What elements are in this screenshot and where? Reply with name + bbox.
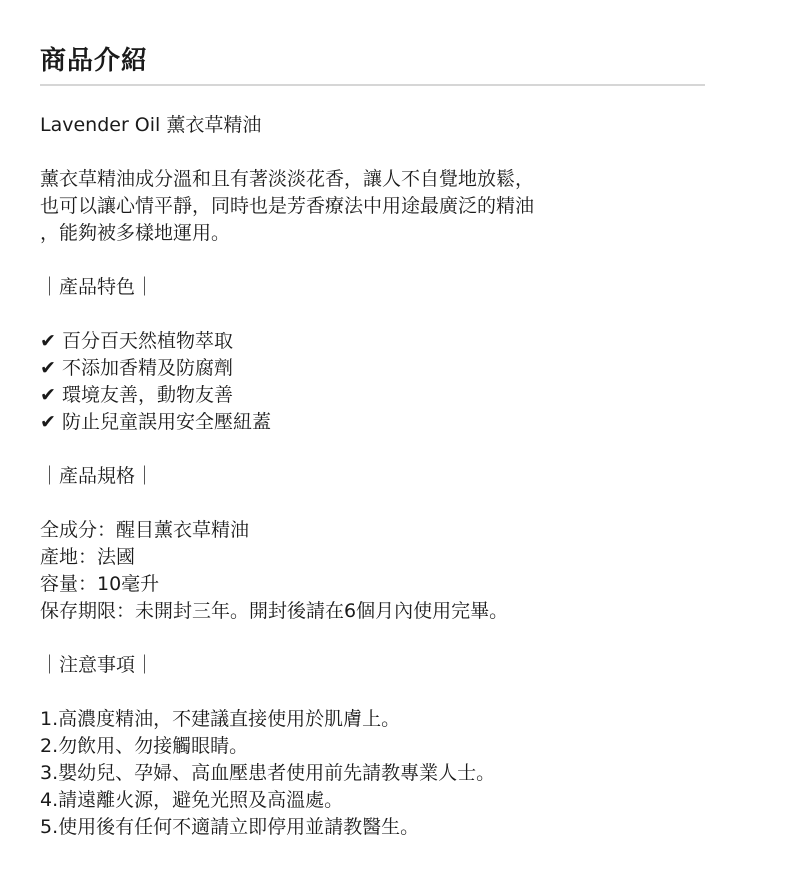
- spacer: [40, 139, 705, 166]
- spacer: [40, 247, 705, 274]
- note-item: 2.勿飲用、勿接觸眼睛。: [40, 735, 249, 757]
- product-name: Lavender Oil 薰衣草精油: [40, 114, 262, 136]
- description-line: 薰衣草精油成分溫和且有著淡淡花香，讓人不自覺地放鬆，: [40, 168, 535, 190]
- feature-item: [40, 382, 705, 409]
- spacer: [40, 436, 705, 463]
- feature-item: [40, 328, 705, 355]
- note-item: 1.高濃度精油，不建議直接使用於肌膚上。: [40, 708, 401, 730]
- spec-item: 產地：法國: [40, 546, 136, 568]
- note-item: 5.使用後有任何不適請立即停用並請教醫生。: [40, 816, 420, 838]
- note-item: 3.嬰幼兒、孕婦、高血壓患者使用前先請教專業人士。: [40, 762, 496, 784]
- feature-text: 防止兒童誤用安全壓紐蓋: [62, 411, 272, 433]
- description-line: ，能夠被多樣地運用。: [40, 222, 231, 244]
- specs-heading: ｜產品規格｜: [40, 465, 155, 487]
- check-icon: ✔: [40, 357, 56, 379]
- check-icon: ✔: [40, 384, 56, 406]
- spacer: [40, 490, 705, 517]
- section-title: 商品介紹: [40, 46, 149, 76]
- feature-text: 百分百天然植物萃取: [62, 330, 234, 352]
- description-line: 也可以讓心情平靜，同時也是芳香療法中用途最廣泛的精油: [40, 195, 535, 217]
- feature-text: 環境友善，動物友善: [62, 384, 234, 406]
- spacer: [40, 625, 705, 652]
- spec-item: 保存期限：未開封三年。開封後請在6個月內使用完畢。: [40, 600, 509, 622]
- note-item: 4.請遠離火源，避免光照及高溫處。: [40, 789, 344, 811]
- spacer: [40, 301, 705, 328]
- spacer: [40, 679, 705, 706]
- title-divider: [40, 84, 705, 86]
- feature-item: [40, 355, 705, 382]
- check-icon: ✔: [40, 411, 56, 433]
- check-icon: ✔: [40, 330, 56, 352]
- feature-text: 不添加香精及防腐劑: [62, 357, 234, 379]
- spec-item: 容量：10毫升: [40, 573, 160, 595]
- feature-item: [40, 409, 705, 436]
- notes-heading: ｜注意事項｜: [40, 654, 155, 676]
- product-description: [40, 44, 705, 841]
- features-heading: ｜產品特色｜: [40, 276, 155, 298]
- spec-item: 全成分：醒目薰衣草精油: [40, 519, 250, 541]
